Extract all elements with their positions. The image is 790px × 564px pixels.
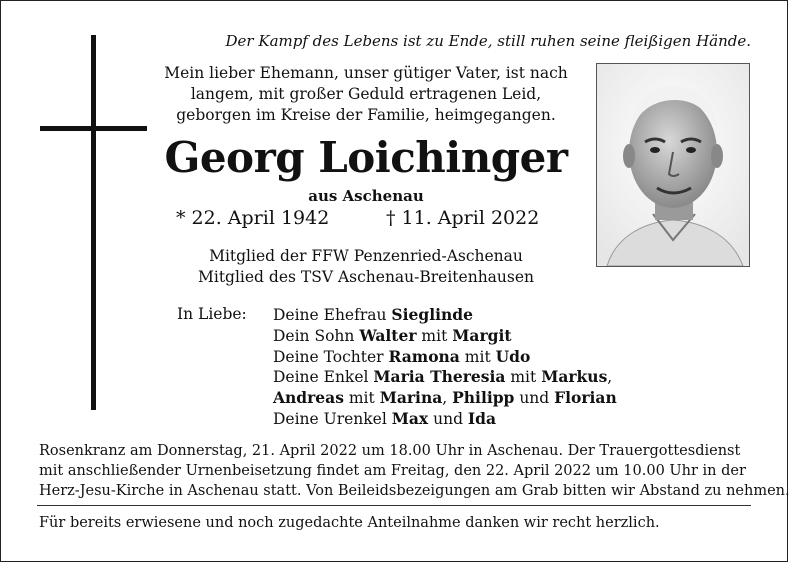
intro-line: Mein lieber Ehemann, unser gütiger Vater, ist nach bbox=[164, 64, 568, 82]
family-text: mit bbox=[416, 326, 453, 345]
family-line bbox=[273, 305, 673, 326]
family-member-name: Philipp bbox=[452, 388, 515, 408]
family-text: Deine Ehefrau bbox=[273, 306, 392, 324]
memberships bbox=[161, 246, 571, 288]
service-info bbox=[39, 441, 790, 501]
service-line: Herz-Jesu-Kirche in Aschenau statt. Von Beileidsbezeigungen am Grab bitten wir Abstand zu nehmen. bbox=[39, 483, 790, 499]
thanks-note: Für bereits erwiesene und noch zugedachte Anteilnahme danken wir recht herzlich. bbox=[39, 515, 660, 531]
family-line bbox=[273, 347, 673, 368]
family-line bbox=[273, 367, 673, 388]
family-text: und bbox=[514, 389, 555, 408]
membership-line: Mitglied des TSV Aschenau-Breitenhausen bbox=[197, 268, 535, 286]
family-member-name: Ramona bbox=[388, 346, 460, 366]
family-text: Deine Tochter bbox=[273, 347, 389, 366]
family-text: und bbox=[428, 409, 468, 428]
motto: Der Kampf des Lebens ist zu Ende, still ruhen seine fleißigen Hände. bbox=[225, 32, 751, 50]
cross-icon bbox=[91, 35, 96, 410]
family-member-name: Max bbox=[391, 408, 429, 428]
family-member-name: Maria Theresia bbox=[373, 367, 506, 387]
family-member-name: Ida bbox=[467, 408, 497, 428]
family-member-name: Sieglinde bbox=[391, 305, 473, 324]
family-text: Deine Urenkel bbox=[273, 409, 392, 428]
family-text: Deine Enkel bbox=[273, 368, 374, 387]
membership-line: Mitglied der FFW Penzenried-Aschenau bbox=[209, 247, 523, 265]
family-label: In Liebe: bbox=[177, 305, 247, 323]
birth-date: * 22. April 1942 bbox=[176, 207, 330, 229]
family-member-name: Udo bbox=[495, 346, 531, 366]
origin: aus Aschenau bbox=[308, 187, 424, 205]
family-list bbox=[273, 305, 673, 430]
family-text: , bbox=[442, 389, 453, 408]
portrait-photo bbox=[596, 63, 750, 267]
family-line bbox=[273, 326, 673, 347]
family-text: mit bbox=[343, 389, 380, 408]
family-text: Dein Sohn bbox=[273, 326, 360, 345]
intro-text bbox=[156, 63, 576, 126]
family-member-name: Walter bbox=[359, 325, 417, 345]
family-line bbox=[273, 388, 673, 409]
intro-line: langem, mit großer Geduld ertragenen Leid, bbox=[190, 85, 542, 103]
family-member-name: Andreas bbox=[273, 388, 344, 408]
family-member-name: Florian bbox=[554, 388, 617, 408]
family-text: mit bbox=[459, 347, 496, 366]
family-text: mit bbox=[505, 368, 542, 387]
death-date: † 11. April 2022 bbox=[386, 207, 540, 229]
deceased-name: Georg Loichinger bbox=[164, 133, 568, 182]
family-line bbox=[273, 409, 673, 430]
service-line: mit anschließender Urnenbeisetzung findet am Freitag, den 22. April 2022 um 10.00 Uhr in der bbox=[39, 463, 746, 479]
family-member-name: Margit bbox=[452, 325, 512, 345]
divider bbox=[37, 505, 751, 506]
intro-line: geborgen im Kreise der Familie, heimgegangen. bbox=[176, 106, 556, 124]
cross-icon-bar bbox=[40, 126, 147, 131]
service-line: Rosenkranz am Donnerstag, 21. April 2022 um 18.00 Uhr in Aschenau. Der Trauergottesdienst bbox=[39, 443, 741, 459]
portrait-photo-image bbox=[597, 64, 749, 266]
family-member-name: Markus bbox=[541, 367, 608, 387]
family-member-name: Marina bbox=[379, 388, 443, 408]
family-text: , bbox=[607, 368, 613, 387]
